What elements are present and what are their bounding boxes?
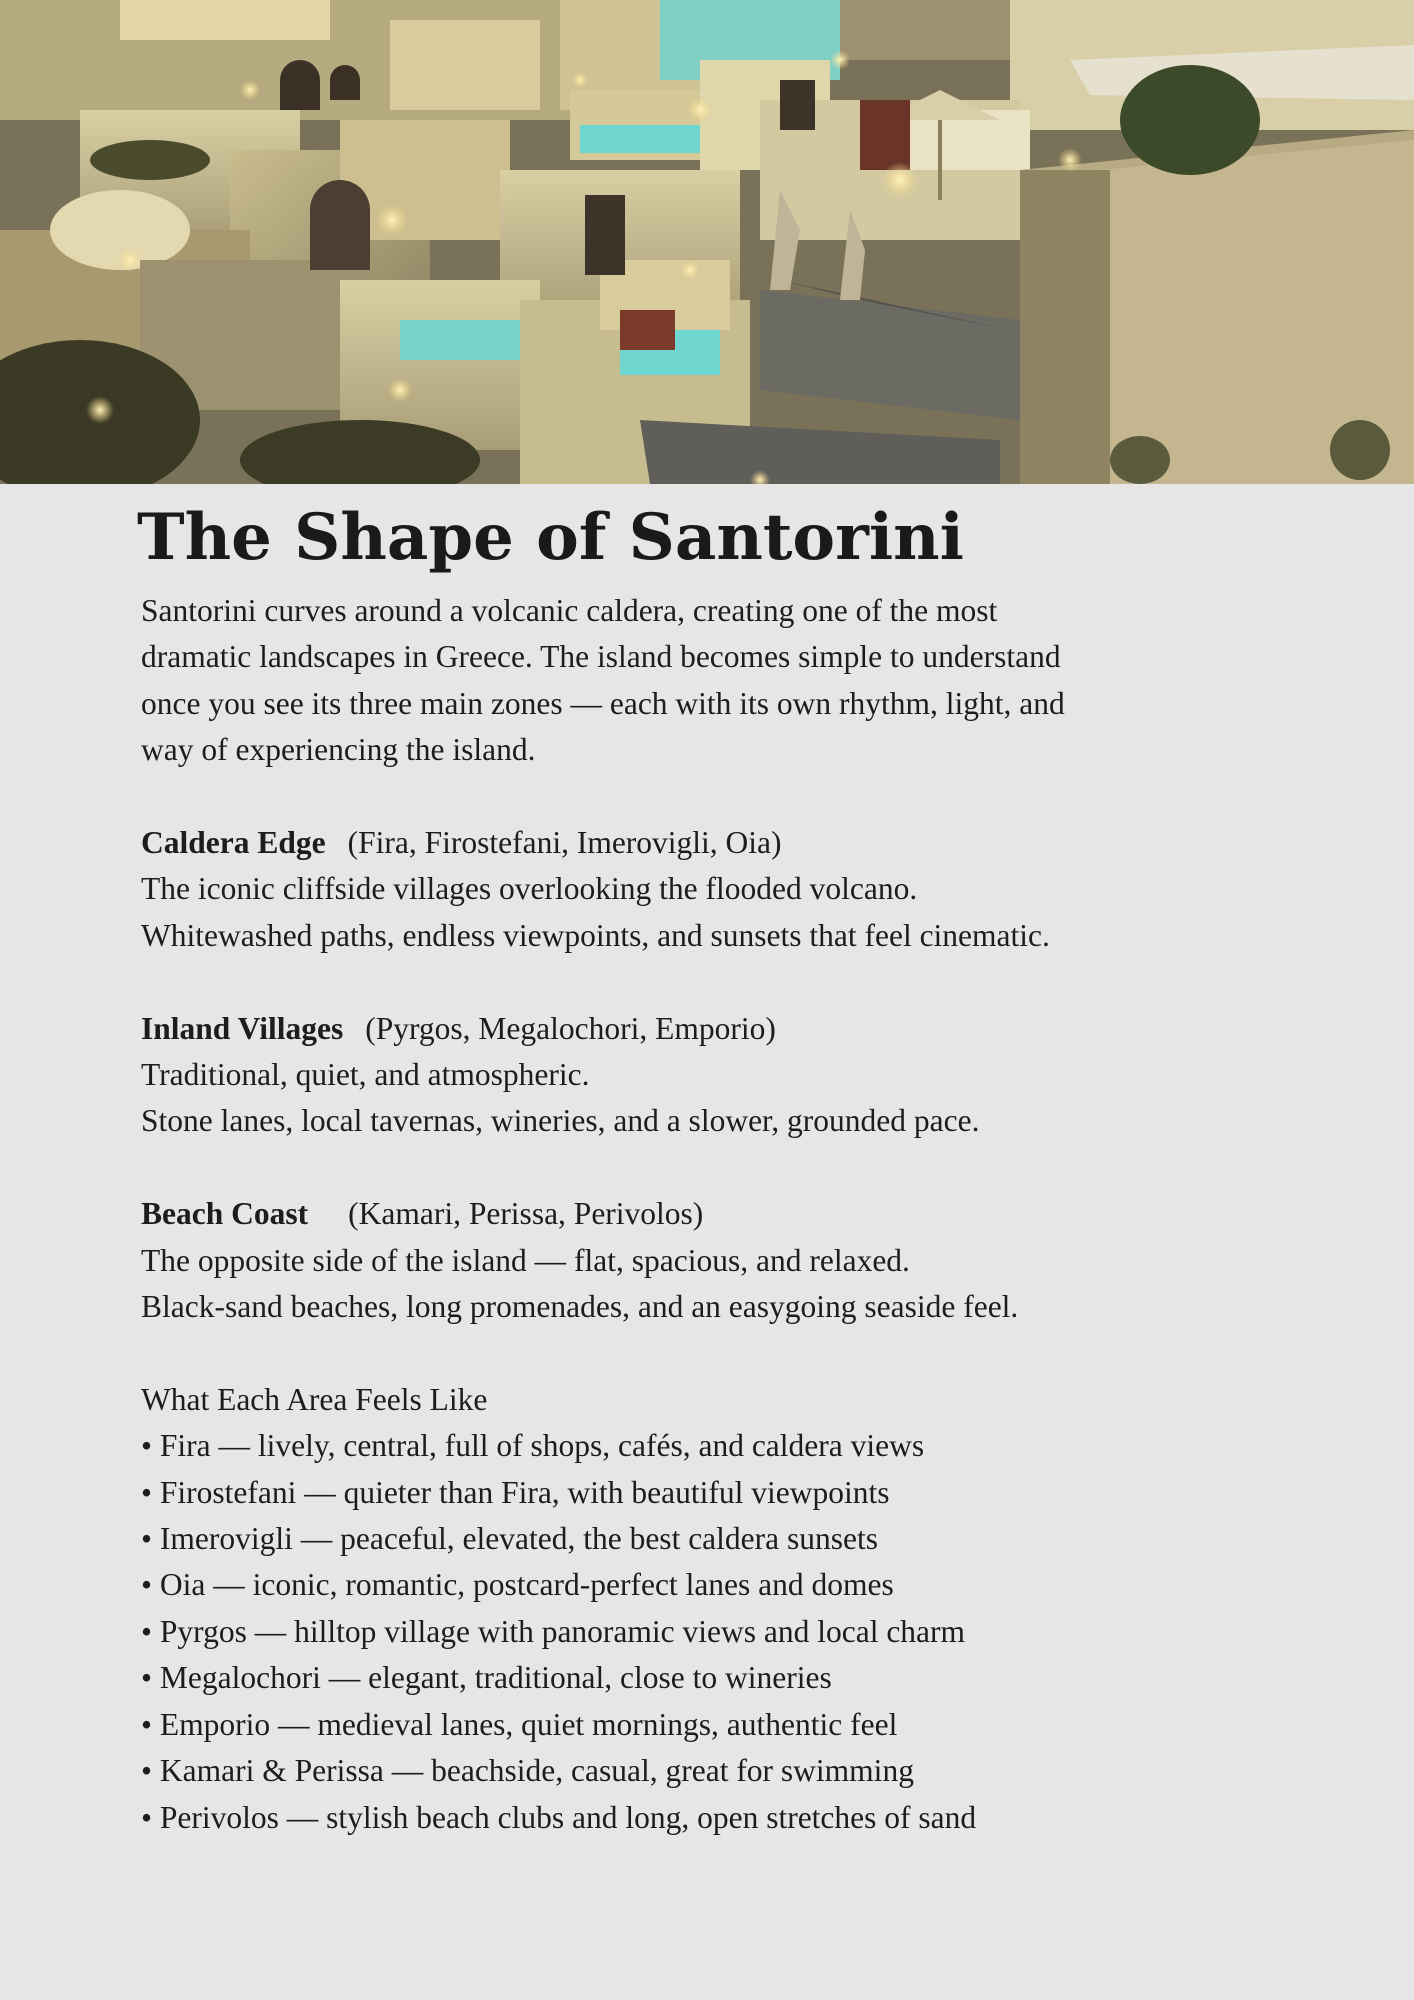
article — [137, 500, 1281, 1841]
zone-description: Black-sand beaches, long promenades, and an easygoing seaside feel. — [141, 1289, 1019, 1325]
santorini-night-village-image — [0, 0, 1414, 484]
zone-places: (Pyrgos, Megalochori, Emporio) — [365, 1010, 776, 1046]
list-item: • Pyrgos — hilltop village with panoramic views and local charm — [141, 1609, 1281, 1655]
zone-beach-coast — [141, 1191, 1281, 1330]
zone-description: Stone lanes, local tavernas, wineries, and a slower, grounded pace. — [141, 1103, 980, 1139]
zone-caldera-edge — [141, 820, 1281, 959]
intro-line: once you see its three main zones — each with its own rhythm, light, and — [141, 685, 1065, 721]
intro-line: Santorini curves around a volcanic caldera, creating one of the most — [141, 593, 998, 628]
feel-section — [141, 1377, 1281, 1841]
intro-line: way of experiencing the island. — [141, 732, 536, 768]
feel-list — [141, 1423, 1281, 1841]
zone-inland-villages — [141, 1006, 1281, 1145]
list-item: • Megalochori — elegant, traditional, close to wineries — [141, 1655, 1281, 1701]
list-item: • Oia — iconic, romantic, postcard-perfect lanes and domes — [141, 1562, 1281, 1608]
list-item: • Firostefani — quieter than Fira, with beautiful viewpoints — [141, 1470, 1281, 1516]
zone-description: Whitewashed paths, endless viewpoints, and sunsets that feel cinematic. — [141, 917, 1050, 953]
list-item: • Imerovigli — peaceful, elevated, the best caldera sunsets — [141, 1516, 1281, 1562]
zone-description: Traditional, quiet, and atmospheric. — [141, 1057, 590, 1093]
zone-description: The iconic cliffside villages overlooking the flooded volcano. — [141, 871, 918, 907]
zone-description: The opposite side of the island — flat, spacious, and relaxed. — [141, 1242, 910, 1278]
page-title: The Shape of Santorini — [137, 500, 964, 575]
list-item: • Emporio — medieval lanes, quiet mornings, authentic feel — [141, 1702, 1281, 1748]
intro-paragraph — [141, 588, 1281, 774]
zone-places: (Fira, Firostefani, Imerovigli, Oia) — [347, 825, 782, 861]
list-item: • Kamari & Perissa — beachside, casual, great for swimming — [141, 1748, 1281, 1794]
hero-photo — [0, 0, 1414, 484]
zone-name: Caldera Edge — [141, 825, 326, 861]
list-item: • Perivolos — stylish beach clubs and long, open stretches of sand — [141, 1795, 1281, 1841]
zone-name: Inland Villages — [141, 1010, 344, 1046]
zone-places: (Kamari, Perissa, Perivolos) — [348, 1196, 704, 1232]
zone-name: Beach Coast — [141, 1196, 309, 1232]
list-item: • Fira — lively, central, full of shops, cafés, and caldera views — [141, 1423, 1281, 1469]
feel-heading: What Each Area Feels Like — [141, 1381, 488, 1417]
intro-line: dramatic landscapes in Greece. The island becomes simple to understand — [141, 639, 1061, 675]
